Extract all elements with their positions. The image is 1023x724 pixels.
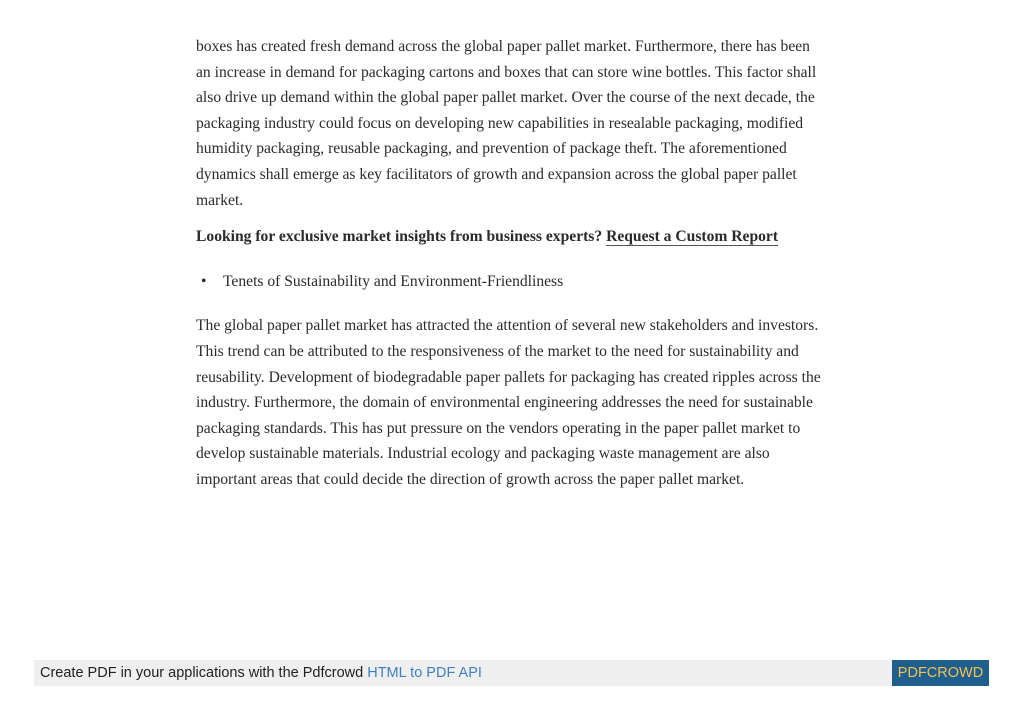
pdfcrowd-footer: [34, 660, 989, 686]
bullet-list: [196, 269, 826, 295]
article-paragraph: boxes has created fresh demand across the global paper pallet market. Furthermore, there has been an increase in demand for packaging cartons and boxes that can store wine bottles. This factor shall also drive up demand within the global paper pallet market. Over the course of the next decade, the packaging industry could focus on developing new capabilities in resealable packaging, modified humidity packaging, reusable packaging, and prevention of package theft. The aforementioned dynamics shall emerge as key facilitators of growth and expansion across the global paper pallet market.: [196, 38, 817, 209]
article-paragraph: The global paper pallet market has attracted the attention of several new stakeholders and investors. This trend can be attributed to the responsiveness of the market to the need for sustainability and reusability. Development of biodegradable paper pallets for packaging has created ripples across the industry. Furthermore, the domain of environmental engineering addresses the need for sustainable packaging standards. This has put pressure on the vendors operating in the paper pallet market to develop sustainable materials. Industrial ecology and packaging waste management are also important areas that could decide the direction of growth across the paper pallet market.: [196, 317, 821, 488]
footer-text: [40, 660, 482, 686]
pdfcrowd-brand-button[interactable]: PDFCROWD: [892, 660, 989, 686]
callout-text: Looking for exclusive market insights from business experts?: [196, 228, 603, 246]
bullet-icon: •: [201, 272, 207, 290]
request-custom-report-link[interactable]: Request a Custom Report: [606, 228, 779, 246]
list-item-text: Tenets of Sustainability and Environment-Friendliness: [223, 272, 564, 290]
html-to-pdf-api-link[interactable]: HTML to PDF API: [367, 665, 482, 681]
article-body: [196, 34, 826, 493]
footer-message: Create PDF in your applications with the Pdfcrowd: [40, 665, 364, 681]
list-item: [196, 269, 826, 295]
custom-report-callout: [196, 224, 826, 250]
